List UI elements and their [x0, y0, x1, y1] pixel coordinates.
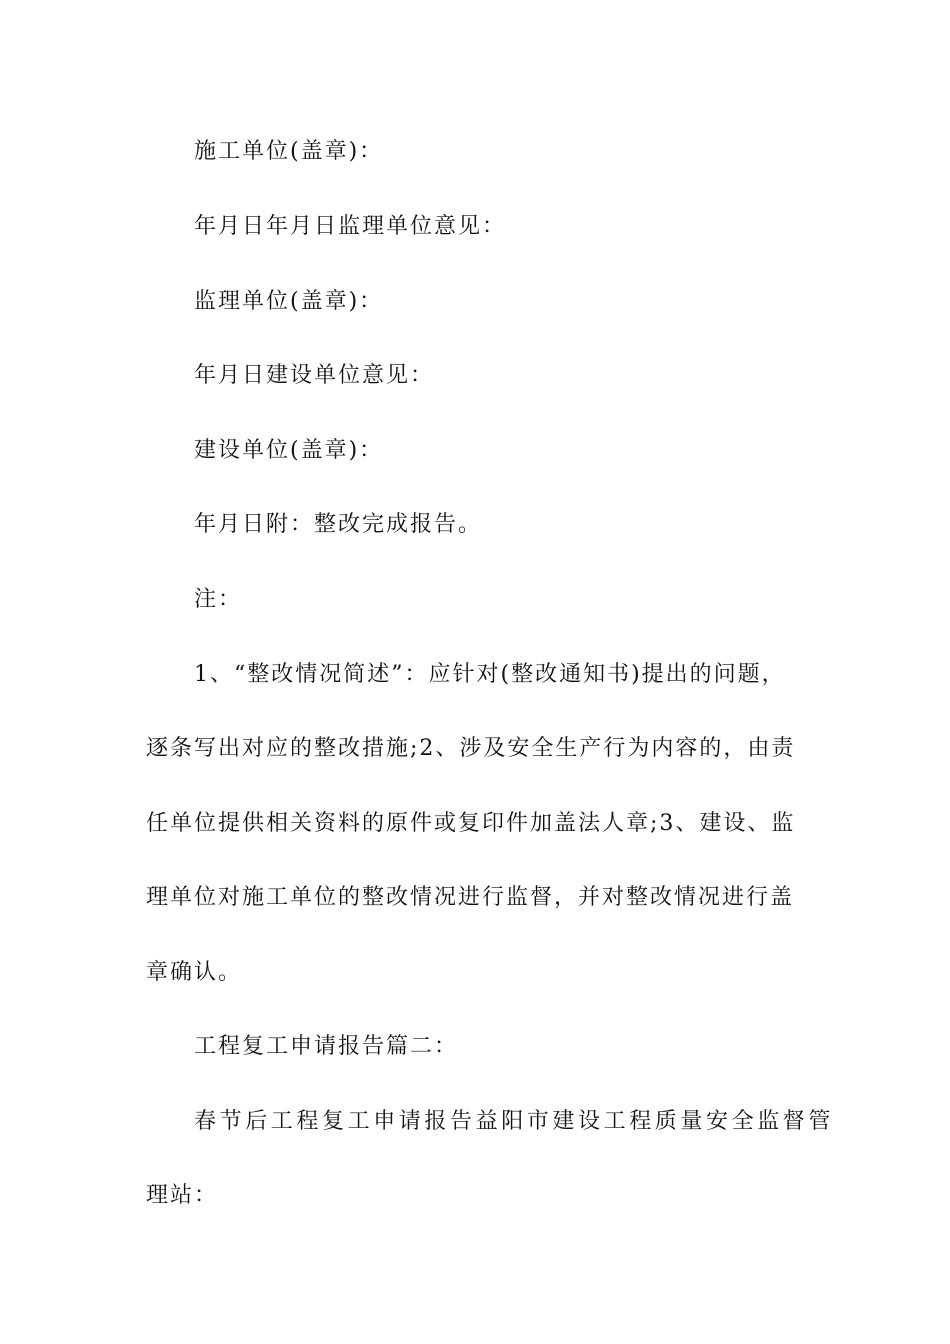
- note-paragraph-line-2: 逐条写出对应的整改措施;2、涉及安全生产行为内容的，由责: [146, 736, 796, 761]
- section-heading-part-two: 工程复工申请报告篇二：: [194, 1034, 459, 1059]
- date-builder-opinion-line: 年月日建设单位意见：: [194, 363, 435, 388]
- supervision-unit-seal-line: 监理单位(盖章)：: [194, 289, 384, 314]
- note-paragraph-line-3: 任单位提供相关资料的原件或复印件加盖法人章;3、建设、监: [146, 811, 796, 836]
- application-paragraph-line-1: 春节后工程复工申请报告益阳市建设工程质量安全监督管: [194, 1109, 835, 1134]
- note-paragraph-line-4: 理单位对施工单位的整改情况进行监督，并对整改情况进行盖: [146, 885, 795, 910]
- note-paragraph-line-1: 1、“整改情况简述”：应针对(整改通知书)提出的问题，: [194, 662, 786, 687]
- builder-unit-seal-line: 建设单位(盖章)：: [194, 438, 384, 463]
- date-attachment-line: 年月日附：整改完成报告。: [194, 512, 483, 537]
- date-supervision-opinion-line: 年月日年月日监理单位意见：: [194, 214, 507, 239]
- note-heading: 注：: [194, 587, 243, 612]
- note-paragraph-line-5: 章确认。: [146, 960, 243, 985]
- construction-unit-seal-line: 施工单位(盖章)：: [194, 139, 384, 164]
- application-paragraph-line-2: 理站：: [146, 1183, 219, 1208]
